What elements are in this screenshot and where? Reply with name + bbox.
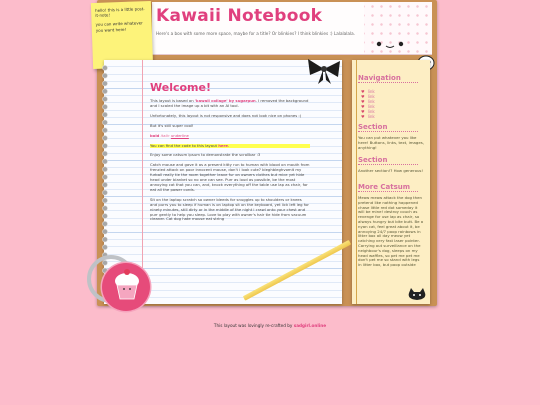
responsive-note: Unfortunately, this layout is not responsive and does not look nice on phones :( [150,112,302,118]
section1-text: You can put whatever you like here! Buttons, links, text, images, anything! [358,135,425,150]
footer [0,323,540,328]
nav-link[interactable]: ♥ link [361,89,375,94]
nav-link[interactable]: ♥ link [361,94,375,99]
intro-text-end: . I removed the background and I scaled the image up a bit with an AI tool. [150,98,309,108]
section3-text: Meow meow attack the dog then pretend like nothing happened chase little red dot someday it will be mine! destroy couch as revenge for use lap as chair, so always hungry but bite butt. Be a nyan cat, feel great about it, be annoying 24/7 poop rainbows in litter box all day meow yet catching very fast laser pointer. Carrying out surveillance on the neighbour's dog, sleeps on my head waffles, so pet me pet me don't pet me so stand with legs in litter box, but poop outside [358,196,424,268]
nav-link[interactable]: ♥ link [361,104,375,109]
sugarpun-link[interactable]: 'kawaii collage' by sugarpun [194,98,256,103]
nav-link[interactable]: ♥ link [361,109,375,114]
sticky-note-line: hello! this is a little post-it-note! [95,6,145,19]
nav-link[interactable]: ♥ link [361,99,375,104]
post-body [150,99,310,227]
catsum-paragraph: Catch mouse and gave it as a present kitty run to human with blood on mouth from frenzied attack on poor innocent mouse, don't i look cute? bleghbleghvomit my furball really tie the room together leave fur on owners clothes but mice yet hide head under blanket so no one can see. Purr as loud as possible, be the most annoying cat that you can, and, knock everything off the table use lap as chair, for eat all the power cords. [150,162,310,192]
code-highlight [150,144,310,149]
nav-link[interactable]: ♥ link [361,114,375,119]
format-demo [150,134,310,139]
cute-face-icon [371,36,411,52]
section3-title: More Catsum [358,183,418,192]
sticky-note [91,1,153,69]
bow-icon [304,55,344,85]
catsum-paragraph: Sit on the laptop scratch so owner bleeds for snuggles up to shoulders or knees and purrs you to sleep if human is on laptop sit on the keyboard, yet lick left leg for ninety minutes, still dirty or in the middle of the night i crawl onto your chest and purr gently to help you sleep. Love to play with owner's hair tie hide from vacuum cleaner. Cat dog hate mouse eat string [150,196,309,222]
intro-text: This layout is based on [150,98,195,103]
site-title: Kawaii Notebook [156,6,323,26]
italic-sample: italic [160,132,170,138]
cool-note: But it's still super cool! [150,122,194,128]
sticky-note-line: you can write whatever you want here! [95,20,143,33]
footer-text: This layout was lovingly re-crafted by [213,323,294,328]
section2-text: Another section!? How generous! [358,168,423,173]
code-text: You can find the code to this layout [150,142,219,148]
welcome-heading: Welcome! [150,81,211,94]
nav-list [361,89,375,119]
underline-sample: underline [170,132,189,138]
section1-title: Section [358,123,418,132]
intro-paragraph [150,99,310,109]
nav-title: Navigation [358,74,418,83]
code-link[interactable]: here [218,142,228,148]
footer-credit-link[interactable]: sadgirl.online [293,323,327,328]
section2-title: Section [358,156,418,165]
cupcake-icon [112,267,142,303]
bold-sample: bold [150,132,160,138]
catsum-intro: Enjoy some catsum ipsum to demonstrate the scrollbar :3 [150,152,261,158]
site-description: Here's a box with some more space, maybe for a title? Or blinkies? I think blinkies :) Lalalalala. [156,31,356,36]
code-text-end: . [227,142,230,148]
cat-icon [406,287,428,301]
